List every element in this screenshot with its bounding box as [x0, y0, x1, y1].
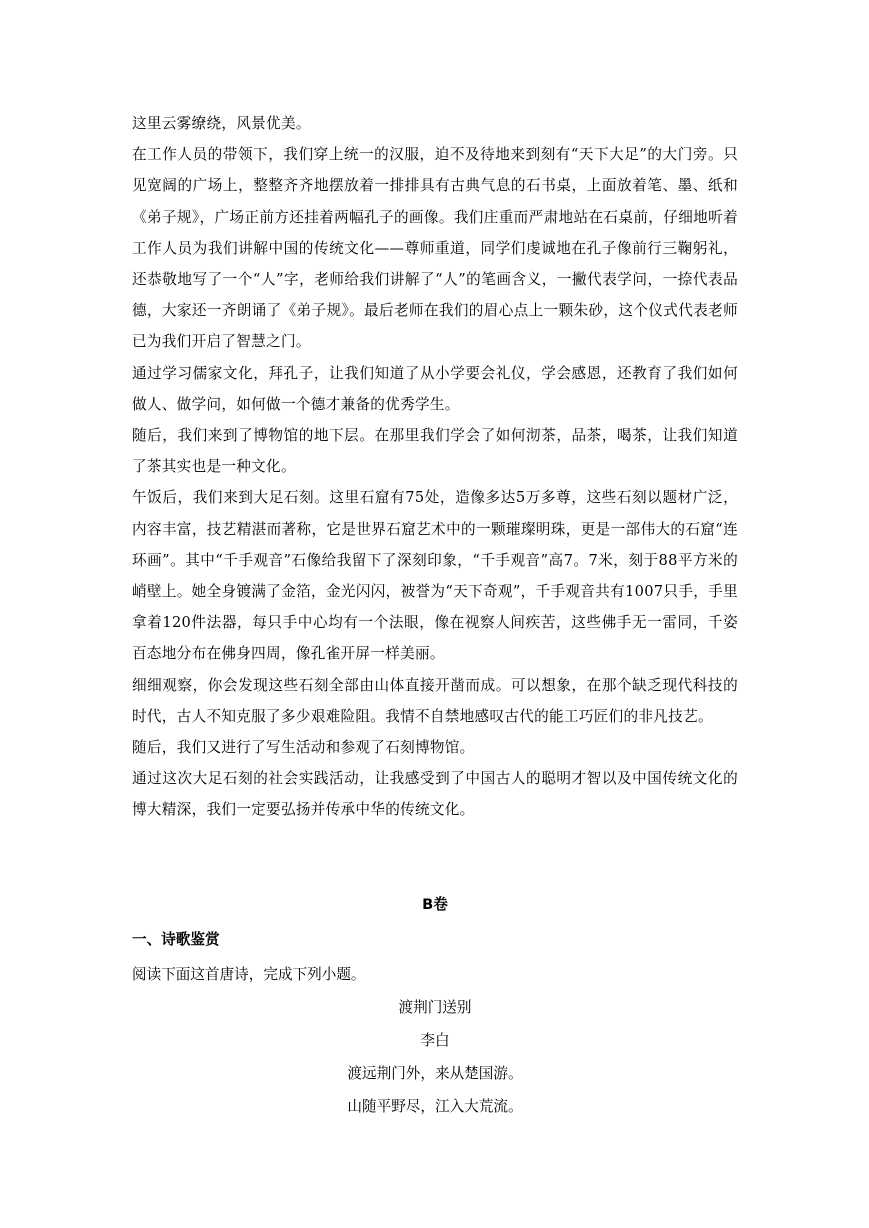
paragraph: 通过这次大足石刻的社会实践活动，让我感受到了中国古人的聪明才智以及中国传统文化的博大精深，我们一定要弘扬并传承中华的传统文化。: [132, 770, 738, 819]
paragraph: 通过学习儒家文化，拜孔子，让我们知道了从小学要会礼仪，学会感恩，还教育了我们如何做人、做学问，如何做一个德才兼备的优秀学生。: [132, 364, 738, 413]
question-instruction: 阅读下面这首唐诗，完成下列小题。: [132, 966, 366, 984]
poem-line: 渡远荆门外，来从楚国游。: [347, 1064, 523, 1082]
paragraph: 随后，我们又进行了写生活动和参观了石刻博物馆。: [132, 739, 475, 757]
poem-line: 山随平野尽，江入大荒流。: [347, 1097, 523, 1115]
paragraph: 这里云雾缭绕，风景优美。: [132, 115, 311, 132]
paragraph: 随后，我们来到了博物馆的地下层。在那里我们学会了如何沏茶，品茶，喝茶，让我们知道了茶其实也是一种文化。: [132, 427, 738, 476]
poem-title: 渡荆门送别: [398, 998, 472, 1016]
essay-body: [132, 108, 738, 826]
part-title: 一、诗歌鉴赏: [132, 931, 220, 949]
paragraph: 在工作人员的带领下，我们穿上统一的汉服，迫不及待地来到刻有“天下大足”的大门旁。只见宽阔的广场上，整整齐齐地摆放着一排排具有古典气息的石书桌，上面放着笔、墨、纸和《弟子规》，广场正前方还挂着两幅孔子的画像。我们庄重而严肃地站在石桌前，仔细地听着工作人员为我们讲解中国的传统文化——尊师重道，同学们虔诚地在孔子像前行三鞠躬礼，还恭敬地写了一个“人”字，老师给我们讲解了“人”的笔画含义，一撇代表学问，一捺代表品德，大家还一齐朗诵了《弟子规》。最后老师在我们的眉心点上一颗朱砂，这个仪式代表老师已为我们开启了智慧之门。: [132, 146, 738, 351]
paragraph: 细细观察，你会发现这些石刻全部由山体直接开凿而成。可以想象，在那个缺乏现代科技的时代，古人不知克服了多少艰难险阻。我情不自禁地感叹古代的能工巧匠们的非凡技艺。: [132, 676, 738, 725]
section-title: B卷: [422, 896, 448, 913]
section-b: [132, 889, 738, 1123]
paragraph: 午饭后，我们来到大足石刻。这里石窟有75处，造像多达5万多尊，这些石刻以题材广泛，内容丰富，技艺精湛而著称，它是世界石窟艺术中的一颗璀璨明珠，更是一部伟大的石窟“连环画”。其中“千手观音”石像给我留下了深刻印象，“千手观音”高7。7米，刻于88平方米的峭壁上。她全身镀满了金箔，金光闪闪，被誉为“天下奇观”，千手观音共有1007只手，手里拿着120件法器，每只手中心均有一个法眼，像在视察人间疾苦，这些佛手无一雷同，千姿百态地分布在佛身四周，像孔雀开屏一样美丽。: [132, 489, 738, 663]
poem: [132, 991, 738, 1123]
poem-author: 李白: [420, 1031, 450, 1049]
